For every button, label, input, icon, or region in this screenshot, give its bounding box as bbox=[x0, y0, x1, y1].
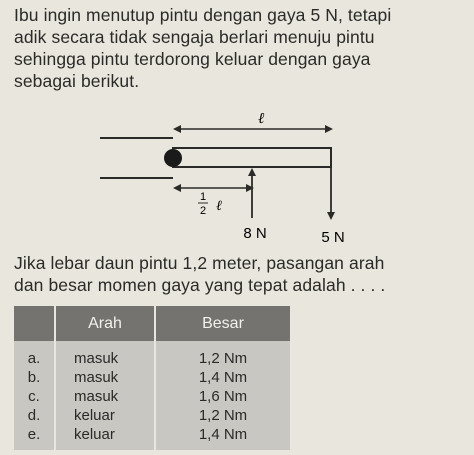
intro-line: adik secara tidak sengaja berlari menuju pintu bbox=[14, 27, 375, 47]
answer-options-table bbox=[14, 306, 290, 450]
option-besar: 1,6 Nm bbox=[155, 387, 290, 406]
intro-line: sebagai berikut. bbox=[14, 71, 140, 91]
intro-line: Ibu ingin menutup pintu dengan gaya 5 N, tetapi bbox=[14, 5, 392, 25]
door-force-diagram bbox=[95, 112, 365, 247]
option-letter: a. bbox=[14, 341, 55, 368]
option-arah: keluar bbox=[55, 406, 155, 425]
question-line: dan besar momen gaya yang tepat adalah . . . . bbox=[14, 275, 386, 295]
hinge-pivot bbox=[164, 149, 182, 167]
force-5n-label: 5 N bbox=[321, 229, 345, 246]
header-besar: Besar bbox=[155, 306, 290, 341]
option-arah: masuk bbox=[55, 387, 155, 406]
option-letter: b. bbox=[14, 368, 55, 387]
door-panel bbox=[173, 148, 331, 167]
option-besar: 1,4 Nm bbox=[155, 368, 290, 387]
table-row[interactable] bbox=[14, 368, 290, 387]
half-numerator: 1 bbox=[199, 191, 207, 203]
question-line: Jika lebar daun pintu 1,2 meter, pasangan arah bbox=[14, 253, 385, 273]
option-arah: keluar bbox=[55, 425, 155, 450]
option-besar: 1,2 Nm bbox=[155, 341, 290, 368]
table-row[interactable] bbox=[14, 387, 290, 406]
option-besar: 1,2 Nm bbox=[155, 406, 290, 425]
force-8n-label: 8 N bbox=[243, 225, 267, 242]
option-besar: 1,4 Nm bbox=[155, 425, 290, 450]
option-letter: c. bbox=[14, 387, 55, 406]
question-text bbox=[14, 252, 464, 296]
length-label: ℓ bbox=[258, 112, 265, 127]
option-letter: d. bbox=[14, 406, 55, 425]
table-row[interactable] bbox=[14, 341, 290, 368]
table-row[interactable] bbox=[14, 406, 290, 425]
option-arah: masuk bbox=[55, 341, 155, 368]
option-letter: e. bbox=[14, 425, 55, 450]
problem-statement bbox=[14, 4, 464, 92]
table-header-row bbox=[14, 306, 290, 341]
header-option bbox=[14, 306, 55, 341]
half-length-symbol: ℓ bbox=[216, 199, 222, 214]
option-arah: masuk bbox=[55, 368, 155, 387]
header-arah: Arah bbox=[55, 306, 155, 341]
table-row[interactable] bbox=[14, 425, 290, 450]
intro-line: sehingga pintu terdorong keluar dengan gaya bbox=[14, 49, 371, 69]
half-denominator: 2 bbox=[199, 205, 207, 217]
